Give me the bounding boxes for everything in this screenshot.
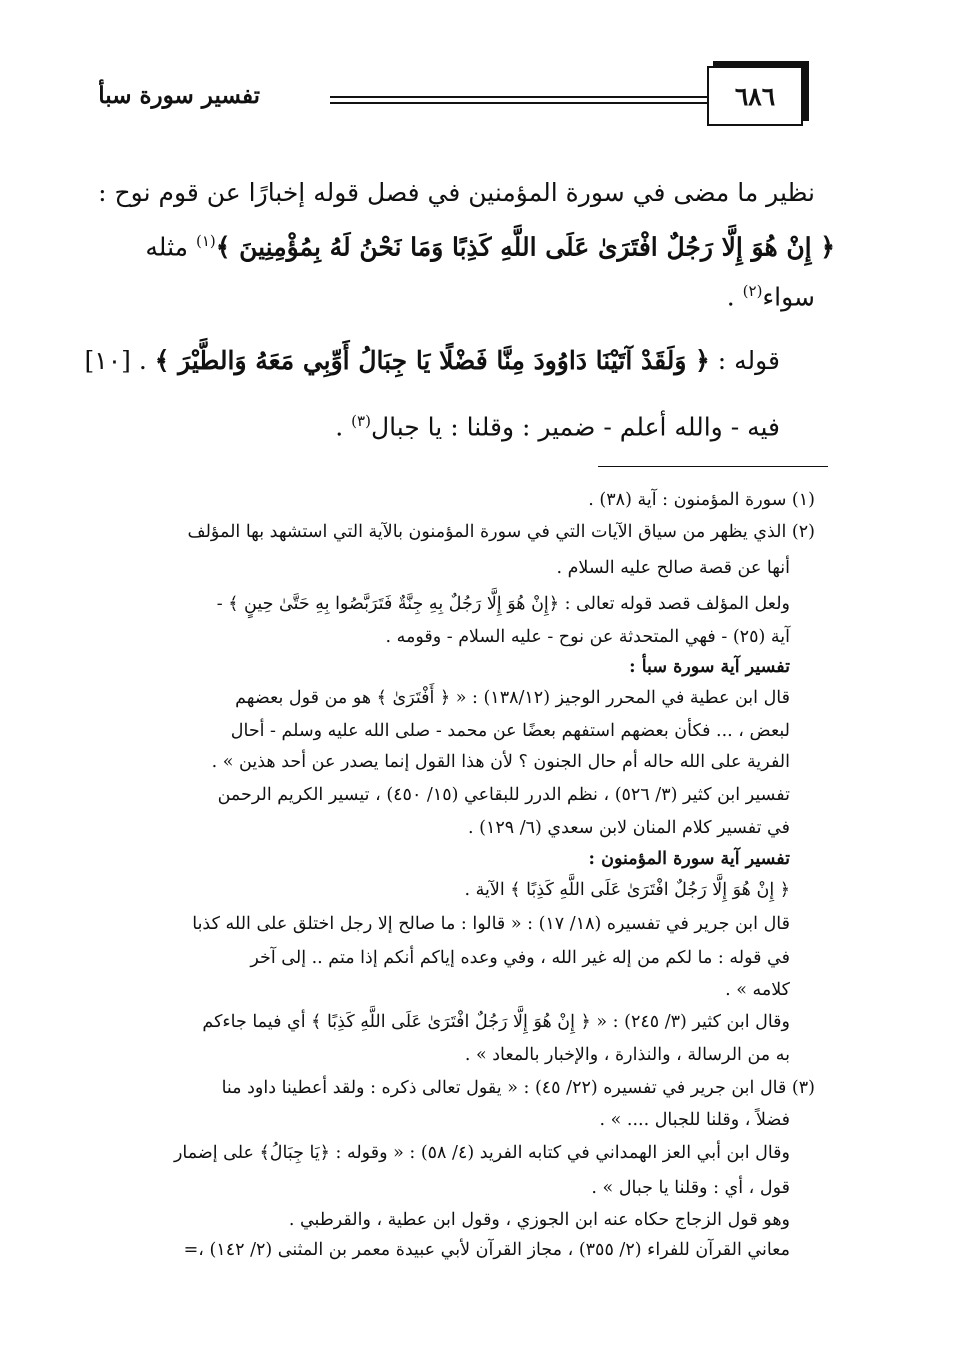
body-line: نظير ما مضى في سورة المؤمنين في فصل قوله إخبارًا عن قوم نوح : [98,178,815,207]
footnote-line: (١) سورة المؤمنون : آية (٣٨) . [588,490,815,510]
footnote-line: في تفسير كلام المنان لابن سعدي (٦/ ١٢٩) . [467,818,790,838]
footnote-marker: (٢) [742,282,763,300]
comment-line: فيه - والله أعلم - ضمير : وقلنا : يا جبال$^{(٣)}$ . [335,412,780,442]
footnote-marker: (١) [195,232,216,250]
footnote-line: لبعض ، ... فكأن بعضهم استفهم بعضًا عن محمد - صلى الله عليه وسلم - أحال [230,721,790,741]
body-line: سواء$^{(٢)}$ . [726,282,815,312]
body-line: ﴿ إِنْ هُوَ إِلَّا رَجُلٌ افْتَرَىٰ عَلَى اللَّهِ كَذِبًا وَمَا نَحْنُ لَهُ بِمُؤْمِنِينَ ﴾$^{(١)}$ مثله [145,232,835,262]
footnote-line: أنها عن قصة صالح عليه السلام . [556,558,790,578]
footnote-line: الفرية على الله حاله أم حال الجنون ؟ لأن هذا القول إنما يصدر عن أحد هذين » . [211,752,790,772]
running-header-title: تفسير سورة سبأ [98,82,260,109]
quran-verse: ﴿ وَلَقَدْ آتَيْنَا دَاوُودَ مِنَّا فَضْلًا يَا جِبَالُ أَوِّبِي مَعَهُ وَالطَّيْرَ ﴾ [154,346,710,375]
footnote-subheading: تفسير آية سورة المؤمنون : [588,849,790,869]
header-rule [330,96,710,98]
footnote-marker: (٣) [351,412,371,430]
footnote-separator [598,466,828,467]
footnote-subheading: تفسير آية سورة سبأ : [629,657,790,677]
footnote-line: قال ابن عطية في المحرر الوجيز (١٣٨/١٢) : « ﴿ أَفْتَرَىٰ ﴾ هو من قول بعضهم [235,688,790,708]
quran-verse: ﴿ إِنْ هُوَ إِلَّا رَجُلٌ افْتَرَىٰ عَلَى اللَّهِ كَذِبًا وَمَا نَحْنُ لَهُ بِمُؤْمِنِينَ ﴾ [215,232,835,262]
footnote-line: آية (٢٥) - فهي المتحدثة عن نوح - عليه السلام - وقومه . [385,627,790,647]
verse-line: قوله : ﴿ وَلَقَدْ آتَيْنَا دَاوُودَ مِنَّا فَضْلًا يَا جِبَالُ أَوِّبِي مَعَهُ وَالطَّيْرَ ﴾ . [١٠] [84,346,780,375]
footnote-line: في قوله : ما لكم من إله غير الله ، وفي وعده إياكم أنكم إذا متم .. إلى آخر [250,948,790,968]
footnote-line: (٣) قال ابن جرير في تفسيره (٢٢/ ٤٥) : « يقول تعالى ذكره : ولقد أعطينا داود منا [221,1078,815,1098]
footnote-line: قال ابن جرير في تفسيره (١٨/ ١٧) : « قالوا : ما صالح إلا رجل اختلق على الله كذبا [192,914,790,934]
page-number: ٦٨٦ [707,66,803,126]
footnote-line: كلامه » . [725,980,790,1000]
footnote-line: ولعل المؤلف قصد قوله تعالى : ﴿إِنْ هُوَ إِلَّا رَجُلٌ بِهِ جِنَّةٌ فَتَرَبَّصُوا بِهِ حَتَّىٰ حِينٍ ﴾ - [216,594,790,614]
footnote-line: (٢) الذي يظهر من سياق الآيات التي في سورة المؤمنون بالآية التي استشهد بها المؤلف [187,522,815,542]
footnote-line: وهو قول الزجاج حكاه عنه ابن الجوزي ، وقول ابن عطية ، والقرطبي . [288,1210,790,1230]
footnote-line: قول ، أي : وقلنا يا جبال » . [591,1178,790,1198]
footnote-line: فضلاً ، وقلنا للجبال .... » . [599,1110,790,1130]
footnote-line: تفسير ابن كثير (٣/ ٥٢٦) ، نظم الدرر للبقاعي (١٥/ ٤٥٠) ، تيسير الكريم الرحمن [217,785,790,805]
footnote-line: معاني القرآن للفراء (٢/ ٣٥٥) ، مجاز القرآن لأبي عبيدة معمر بن المثنى (٢/ ١٤٢) ،= [183,1240,790,1260]
header-rule [330,102,710,104]
footnote-line: وقال ابن أبي العز الهمداني في كتابه الفريد (٤/ ٥٨) : « وقوله : ﴿يَا جِبَالُ﴾ على إضمار [173,1143,790,1163]
verse-number: . [١٠] [84,346,155,375]
footnote-line: ﴿ إِنْ هُوَ إِلَّا رَجُلٌ افْتَرَىٰ عَلَى اللَّهِ كَذِبًا ﴾ الآية . [464,880,790,900]
footnote-line: وقال ابن كثير (٣/ ٢٤٥) : « ﴿ إِنْ هُوَ إِلَّا رَجُلٌ افْتَرَىٰ عَلَى اللَّهِ كَذِبًا ﴾ أي فيما جاءكم [202,1012,790,1032]
footnote-line: به من الرسالة ، والنذارة ، والإخبار بالمعاد » . [464,1045,790,1065]
